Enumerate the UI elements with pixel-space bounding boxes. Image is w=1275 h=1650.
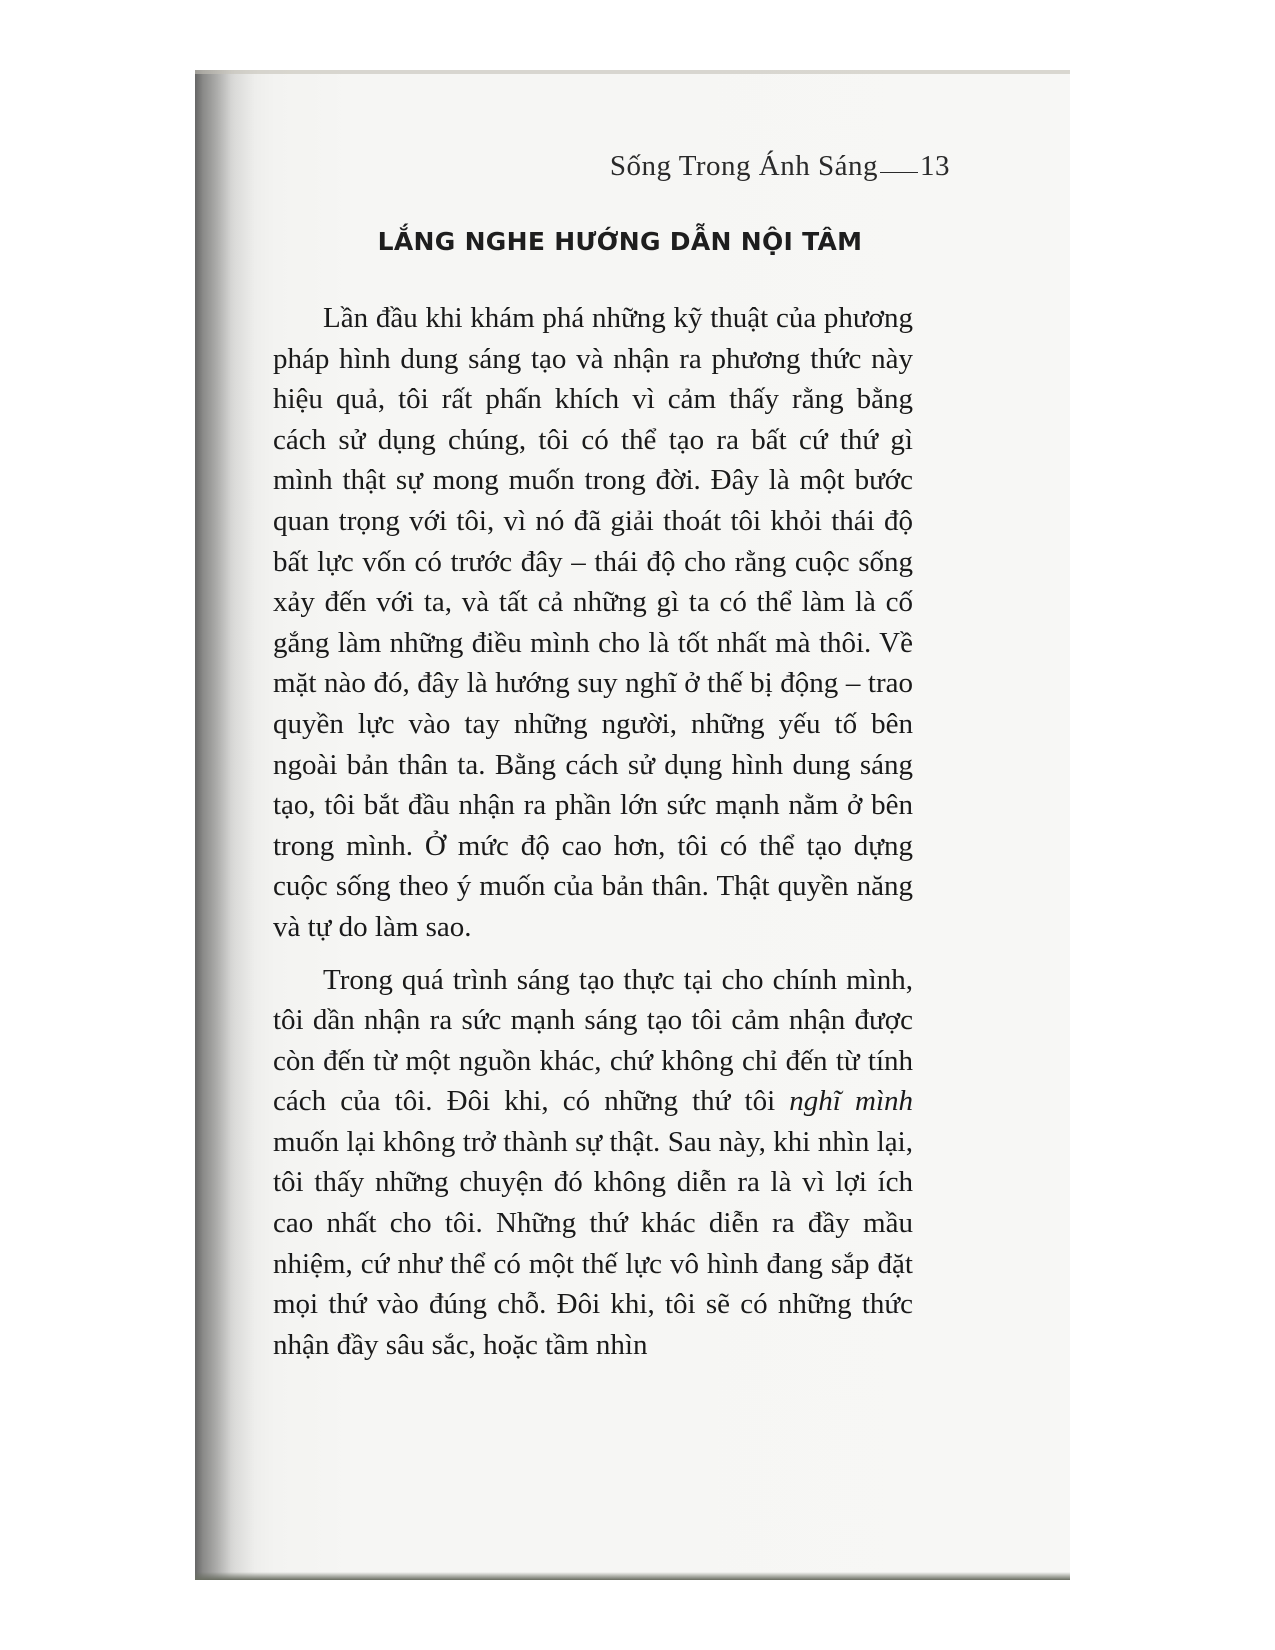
paragraph-1: Lần đầu khi khám phá những kỹ thuật của phương pháp hình dung sáng tạo và nhận ra phương thức này hiệu quả, tôi rất phấn khích vì cảm thấy rằng bằng cách sử dụng chúng, tôi có thể tạo ra bất cứ thứ gì mình thật sự mong muốn trong đời. Đây là một bước quan trọng với tôi, vì nó đã giải thoát tôi khỏi thái độ bất lực vốn có trước đây – thái độ cho rằng cuộc sống xảy đến với ta, và tất cả những gì ta có thể làm là cố gắng làm những điều mình cho là tốt nhất mà thôi. Về mặt nào đó, đây là hướng suy nghĩ ở thế bị động – trao quyền lực vào tay những người, những yếu tố bên ngoài bản thân ta. Bằng cách sử dụng hình dung sáng tạo, tôi bắt đầu nhận ra phần lớn sức mạnh nằm ở bên trong mình. Ở mức độ cao hơn, tôi có thể tạo dựng cuộc sống theo ý muốn của bản thân. Thật quyền năng và tự do làm sao.: [273, 302, 913, 943]
paragraph-2-italic: nghĩ mình: [789, 1085, 913, 1118]
page-number: 13: [920, 150, 950, 182]
header-rule: [880, 172, 918, 173]
paragraph-2: [273, 960, 913, 1366]
running-header-title: Sống Trong Ánh Sáng: [609, 150, 878, 182]
paragraph-2-part-1: Trong quá trình sáng tạo thực tại cho chính mình, tôi dần nhận ra sức mạnh sáng tạo tôi cảm nhận được còn đến từ một nguồn khác, chứ không chỉ đến từ tính cách của tôi. Đôi khi, có những thứ tôi: [273, 963, 913, 1118]
page-top-edge: [195, 70, 1070, 74]
page-bottom-edge: [195, 1572, 1070, 1580]
chapter-title: LẮNG NGHE HƯỚNG DẪN NỘI TÂM: [377, 227, 863, 256]
body-text: [273, 298, 913, 1365]
book-page: [195, 70, 1070, 1580]
running-header: [610, 150, 950, 183]
paragraph-2-part-2: muốn lại không trở thành sự thật. Sau này, khi nhìn lại, tôi thấy những chuyện đó không diễn ra là vì lợi ích cao nhất cho tôi. Những thứ khác diễn ra đầy mầu nhiệm, cứ như thể có một thế lực vô hình đang sắp đặt mọi thứ vào đúng chỗ. Đôi khi, tôi sẽ có những thức nhận đầy sâu sắc, hoặc tầm nhìn: [273, 1125, 913, 1361]
page-gutter-shadow: [195, 70, 255, 1580]
